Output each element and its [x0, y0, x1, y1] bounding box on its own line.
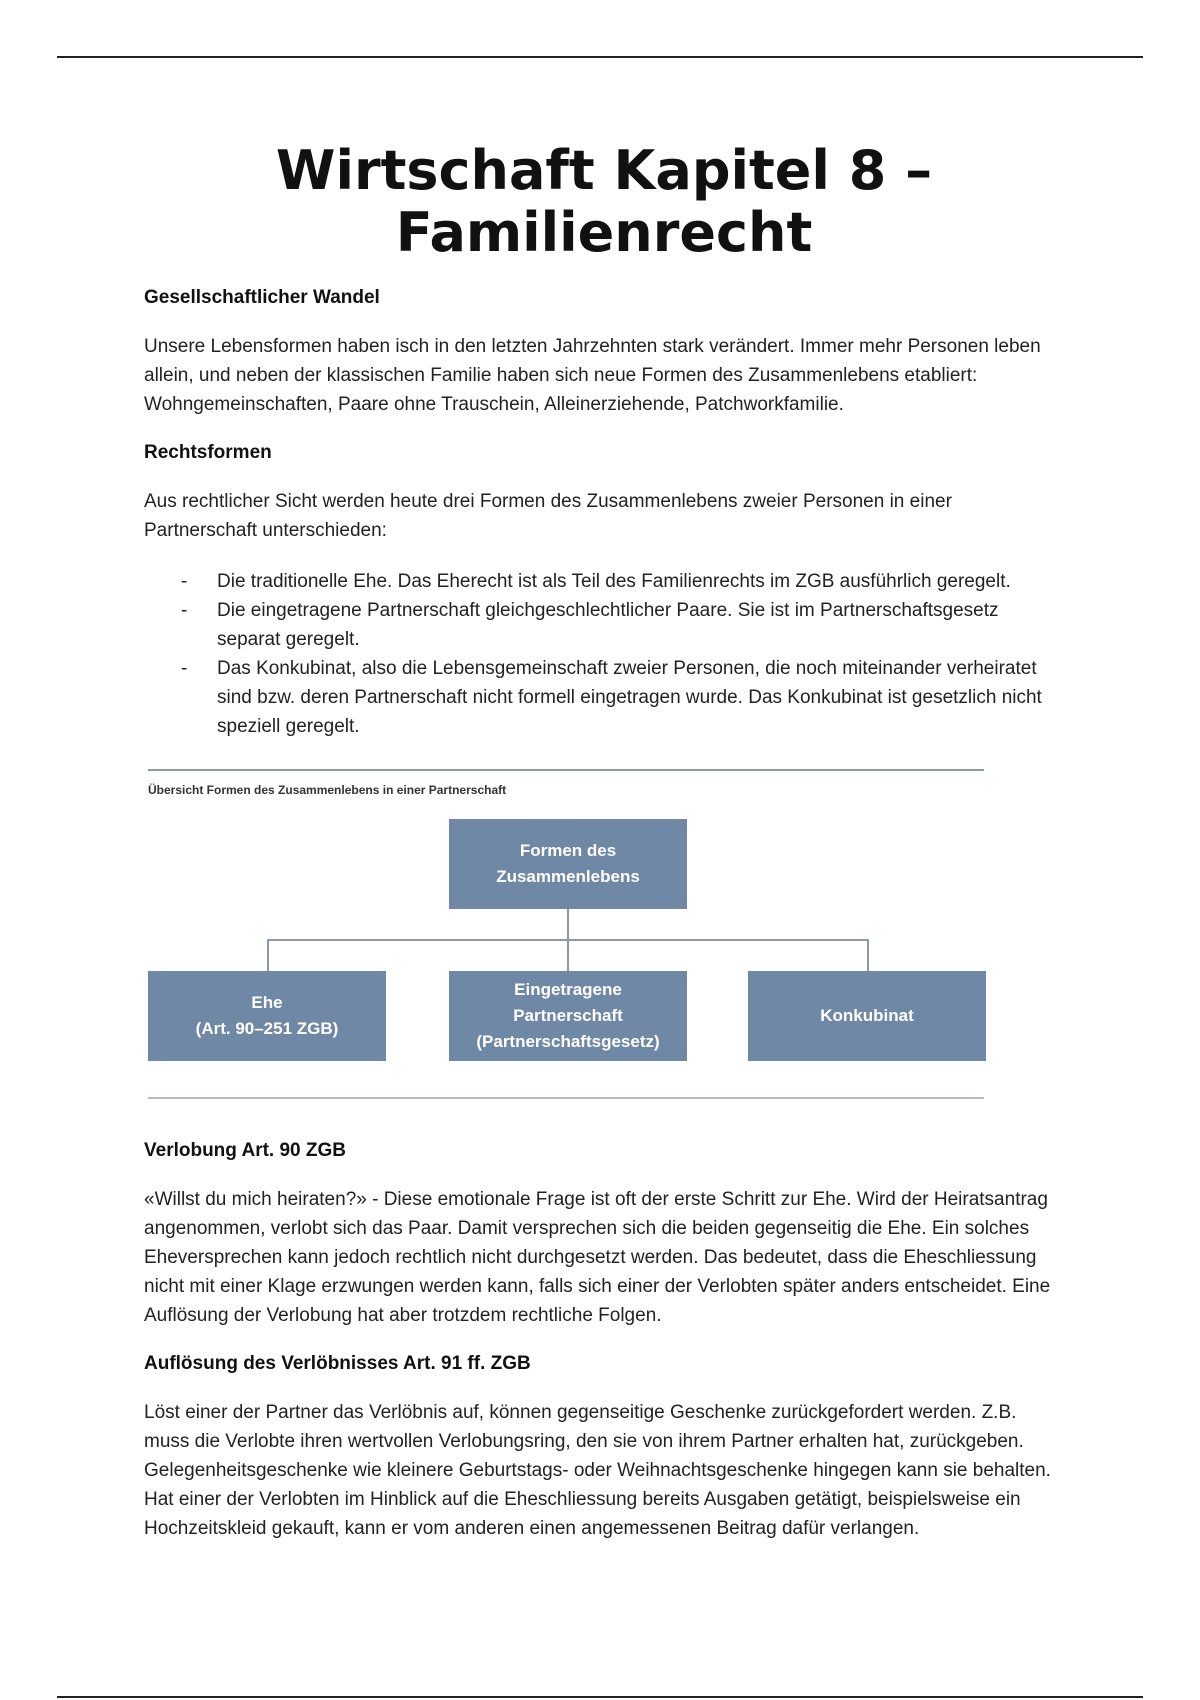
dash-bullet: -: [181, 658, 188, 679]
dash-bullet: -: [181, 600, 188, 621]
diagram-box-ehe-label: Ehe (Art. 90–251 ZGB): [195, 993, 339, 1038]
diagram-bottom-rule: [148, 1097, 984, 1099]
section-heading-wandel: Gesellschaftlicher Wandel: [144, 287, 380, 308]
rechtsformen-list: [144, 567, 1064, 741]
section-paragraph-rechtsformen: Aus rechtlicher Sicht werden heute drei Formen des Zusammenlebens zweier Personen in einer Partnerschaft unterschieden:: [144, 491, 952, 541]
document-title: Wirtschaft Kapitel 8 – Familienrecht: [275, 139, 933, 264]
top-rule: [57, 56, 1143, 58]
diagram-box-eingetragene-partnerschaft: [449, 971, 687, 1061]
section-paragraph-aufloesung: Löst einer der Partner das Verlöbnis auf, können gegenseitige Geschenke zurückgefordert werden. Z.B. muss die Verlobte ihren wertvollen Verlobungsring, den sie von ihrem Partner erhalten hat, zurückgeben. Gelegenheitsgeschenke wie kleinere Geburtstags- oder Weihnachtsgeschenke hingegen kann sie behalten. Hat einer der Verlobten im Hinblick auf die Eheschliessung bereits Ausgaben getätigt, beispielsweise ein Hochzeitskleid gekauft, kann er vom anderen einen angemessenen Beitrag dafür verlangen.: [144, 1402, 1051, 1539]
diagram-box-ep-label: Eingetragene Partnerschaft (Partnerschaftsgesetz): [476, 980, 660, 1051]
diagram-connector-right: [867, 939, 869, 971]
document-body: [144, 140, 1064, 1565]
list-item: - Die traditionelle Ehe. Das Eherecht ist als Teil des Familienrechts im ZGB ausführlich geregelt.: [144, 567, 1064, 596]
diagram-box-konkubinat-label: Konkubinat: [820, 1006, 914, 1025]
diagram-top-rule: [148, 769, 984, 771]
diagram-connector-trunk: [567, 909, 569, 940]
section-heading-rechtsformen: Rechtsformen: [144, 442, 272, 463]
diagram-caption: Übersicht Formen des Zusammenlebens in einer Partnerschaft: [148, 783, 507, 797]
diagram-box-konkubinat: [748, 971, 986, 1061]
section-paragraph-wandel: Unsere Lebensformen haben isch in den letzten Jahrzehnten stark verändert. Immer mehr Personen leben allein, und neben der klassischen Familie haben sich neue Formen des Zusammenlebens etabliert: Wohngemeinschaften, Paare ohne Trauschein, Alleinerziehende, Patchworkfamilie.: [144, 336, 1041, 415]
section-heading-verlobung: Verlobung Art. 90 ZGB: [144, 1140, 346, 1161]
list-item: - Das Konkubinat, also die Lebensgemeinschaft zweier Personen, die noch miteinander verheiratet sind bzw. deren Partnerschaft nicht formell eingetragen wurde. Das Konkubinat ist gesetzlich nicht speziell geregelt.: [144, 654, 1064, 741]
dash-bullet: -: [181, 571, 188, 592]
partnerschaft-diagram: [148, 769, 988, 1109]
diagram-connector-left: [267, 939, 269, 971]
list-item: - Die eingetragene Partnerschaft gleichgeschlechtlicher Paare. Sie ist im Partnerschaftsgesetz separat geregelt.: [144, 596, 1064, 654]
bottom-rule: [57, 1696, 1143, 1698]
diagram-box-root-label: Formen des Zusammenlebens: [496, 841, 640, 886]
section-paragraph-verlobung: «Willst du mich heiraten?» - Diese emotionale Frage ist oft der erste Schritt zur Ehe. Wird der Heiratsantrag angenommen, verlobt sich das Paar. Damit versprechen sich die beiden gegenseitig die Ehe. Ein solches Eheversprechen kann jedoch rechtlich nicht durchgesetzt werden. Das bedeutet, dass die Eheschliessung nicht mit einer Klage erzwungen werden kann, falls sich einer der Verlobten später anders entscheidet. Eine Auflösung der Verlobung hat aber trotzdem rechtliche Folgen.: [144, 1189, 1051, 1326]
diagram-connector-middle: [567, 939, 569, 971]
diagram-box-root: [449, 819, 687, 909]
section-heading-aufloesung: Auflösung des Verlöbnisses Art. 91 ff. ZGB: [144, 1353, 531, 1374]
diagram-box-ehe: [148, 971, 386, 1061]
